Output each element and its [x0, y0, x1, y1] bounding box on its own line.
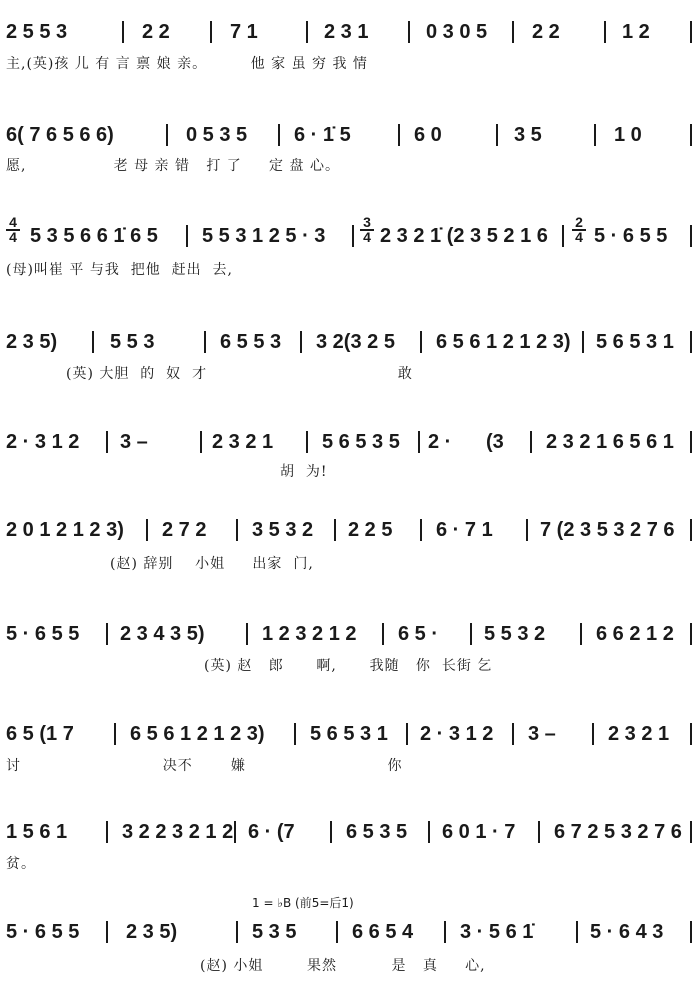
barline: [582, 331, 584, 353]
barline: [428, 821, 430, 843]
barline: [334, 519, 336, 541]
time-signature: [360, 216, 374, 244]
notes-measure: 3 5: [514, 124, 542, 146]
time-signature-top: 2: [572, 216, 586, 231]
barline: [106, 431, 108, 453]
notes-measure: 5 6 5 3 5: [322, 431, 400, 453]
notes-measure: 2 ·: [428, 431, 452, 453]
barline: [420, 519, 422, 541]
notes-measure: 5 6 5 3 1: [310, 723, 388, 745]
notes-measure: 6 0: [414, 124, 442, 146]
barline: [418, 431, 420, 453]
barline: [420, 331, 422, 353]
barline: [278, 124, 280, 146]
notes-measure: 0 5 3 5: [186, 124, 248, 146]
barline: [604, 21, 606, 43]
notes-measure: 3 –: [528, 723, 556, 745]
notes-measure: 5 3 5: [252, 921, 297, 943]
time-signature-bottom: 4: [9, 229, 17, 245]
time-signature: [6, 216, 20, 244]
notes-measure: 2 · 3 1 2: [420, 723, 494, 745]
barline: [470, 623, 472, 645]
barline: [690, 921, 692, 943]
lyrics-line: (母)叫崔 平 与我 把他 赶出 去,: [6, 262, 233, 278]
notes-measure: 6 · 7 1: [436, 519, 493, 541]
notes-measure: 7 (2 3 5 3 2 7 6: [540, 519, 675, 541]
time-signature-top: 4: [6, 216, 20, 231]
barline: [690, 821, 692, 843]
notes-measure: 6 5 ·: [398, 623, 439, 645]
notes-measure: 2 3 2 1: [608, 723, 670, 745]
notes-measure: 2 · 3 1 2: [6, 431, 80, 453]
barline: [352, 225, 354, 247]
lyrics-line: (赵) 辞别 小姐 出家 门,: [110, 556, 314, 572]
barline: [526, 519, 528, 541]
notes-measure: 1 2: [622, 21, 650, 43]
notes-measure: 6 5 5 3: [220, 331, 282, 353]
notes-measure: 0 3 0 5: [426, 21, 488, 43]
lyrics-line: 主,(英)孩 儿 有 言 禀 娘 亲。 他 家 虽 穷 我 情: [6, 56, 368, 72]
notes-measure: 2 0 1 2 1 2 3): [6, 519, 124, 541]
barline: [114, 723, 116, 745]
barline: [300, 331, 302, 353]
barline: [236, 921, 238, 943]
notes-measure: 2 3 2 1 6 5 6 1: [546, 431, 674, 453]
notes-measure: 5 5 3 2: [484, 623, 546, 645]
barline: [210, 21, 212, 43]
notes-measure: 2 3 5): [126, 921, 178, 943]
lyrics-line: 贫。: [6, 856, 36, 872]
barline: [406, 723, 408, 745]
barline: [92, 331, 94, 353]
notes-measure: 2 5 5 3: [6, 21, 68, 43]
lyrics-line: (英) 赵 郎 啊, 我随 你 长街 乞: [204, 658, 493, 674]
notes-measure: 3 2 2 3 2 1 2: [122, 821, 234, 843]
notes-measure: 1 2 3 2 1 2: [262, 623, 357, 645]
notes-measure: 5 · 6 4 3: [590, 921, 664, 943]
notes-measure: 2 3 1: [324, 21, 369, 43]
barline: [336, 921, 338, 943]
notes-measure: 5 5 3: [110, 331, 155, 353]
notes-measure: 6 5 (1 7: [6, 723, 74, 745]
barline: [512, 21, 514, 43]
barline: [186, 225, 188, 247]
notes-measure: 2 3 2 1: [212, 431, 274, 453]
notes-measure: 6 · 1̇ 5: [294, 124, 351, 146]
notes-measure: 5 · 6 5 5: [6, 623, 80, 645]
barline: [306, 21, 308, 43]
barline: [166, 124, 168, 146]
barline: [690, 225, 692, 247]
notes-measure: 2 3 5): [6, 331, 58, 353]
notes-measure: 5 · 6 5 5: [594, 225, 668, 247]
time-signature-bottom: 4: [575, 229, 583, 245]
notes-measure: 3 · 5 6 1̇: [460, 921, 534, 943]
notes-measure: 6 5 6 1 2 1 2 3): [436, 331, 571, 353]
lyrics-line: 愿, 老 母 亲 错 打 了 定 盘 心。: [6, 158, 340, 174]
notes-measure: 2 2: [532, 21, 560, 43]
notes-measure: 6 · (7: [248, 821, 295, 843]
time-signature-bottom: 4: [363, 229, 371, 245]
barline: [562, 225, 564, 247]
notes-measure: 6 7 2 5 3 2 7 6: [554, 821, 682, 843]
notes-measure: (3: [486, 431, 504, 453]
time-signature-top: 3: [360, 216, 374, 231]
lyrics-line: (英) 大胆 的 奴 才 敢: [66, 366, 413, 382]
notes-measure: 6 5 6 1 2 1 2 3): [130, 723, 265, 745]
barline: [444, 921, 446, 943]
barline: [204, 331, 206, 353]
barline: [496, 124, 498, 146]
barline: [538, 821, 540, 843]
barline: [690, 623, 692, 645]
barline: [200, 431, 202, 453]
barline: [530, 431, 532, 453]
notes-measure: 6 6 2 1 2: [596, 623, 674, 645]
barline: [246, 623, 248, 645]
key-change-label: 1 = ♭B (前5=后1̇): [252, 896, 354, 910]
barline: [690, 331, 692, 353]
barline: [580, 623, 582, 645]
notes-measure: 1 5 6 1: [6, 821, 68, 843]
barline: [690, 723, 692, 745]
notes-measure: 2 7 2: [162, 519, 207, 541]
barline: [146, 519, 148, 541]
barline: [576, 921, 578, 943]
barline: [690, 519, 692, 541]
notes-measure: 6 5 3 5: [346, 821, 408, 843]
time-signature: [572, 216, 586, 244]
barline: [106, 821, 108, 843]
barline: [690, 124, 692, 146]
barline: [398, 124, 400, 146]
barline: [592, 723, 594, 745]
barline: [106, 921, 108, 943]
notes-measure: 7 1: [230, 21, 258, 43]
barline: [594, 124, 596, 146]
lyrics-line: (赵) 小姐 果然 是 真 心,: [200, 958, 486, 974]
barline: [690, 21, 692, 43]
notes-measure: 5 5 3 1 2 5 · 3: [202, 225, 326, 247]
barline: [122, 21, 124, 43]
barline: [382, 623, 384, 645]
barline: [408, 21, 410, 43]
barline: [512, 723, 514, 745]
notes-measure: 3 2(3 2 5: [316, 331, 395, 353]
notes-measure: 6 0 1 · 7: [442, 821, 516, 843]
notes-measure: 6 6 5 4: [352, 921, 414, 943]
barline: [306, 431, 308, 453]
notes-measure: 5 3 5 6 6 1̇ 6 5: [30, 225, 158, 247]
notes-measure: 2 2 5: [348, 519, 393, 541]
lyrics-line: 讨 决不 嫌 你: [6, 758, 403, 774]
notes-measure: 6( 7 6 5 6 6): [6, 124, 114, 146]
barline: [690, 431, 692, 453]
notes-measure: 2 2: [142, 21, 170, 43]
notes-measure: 3 –: [120, 431, 148, 453]
notes-measure: 2 3 2 1̇ (2 3 5 2 1 6: [380, 225, 548, 247]
barline: [236, 519, 238, 541]
notes-measure: 2 3 4 3 5): [120, 623, 205, 645]
notes-measure: 1 0: [614, 124, 642, 146]
barline: [106, 623, 108, 645]
barline: [330, 821, 332, 843]
notes-measure: 5 · 6 5 5: [6, 921, 80, 943]
barline: [234, 821, 236, 843]
barline: [294, 723, 296, 745]
notes-measure: 3 5 3 2: [252, 519, 314, 541]
notes-measure: 5 6 5 3 1: [596, 331, 674, 353]
lyrics-line: 胡 为!: [280, 464, 328, 480]
